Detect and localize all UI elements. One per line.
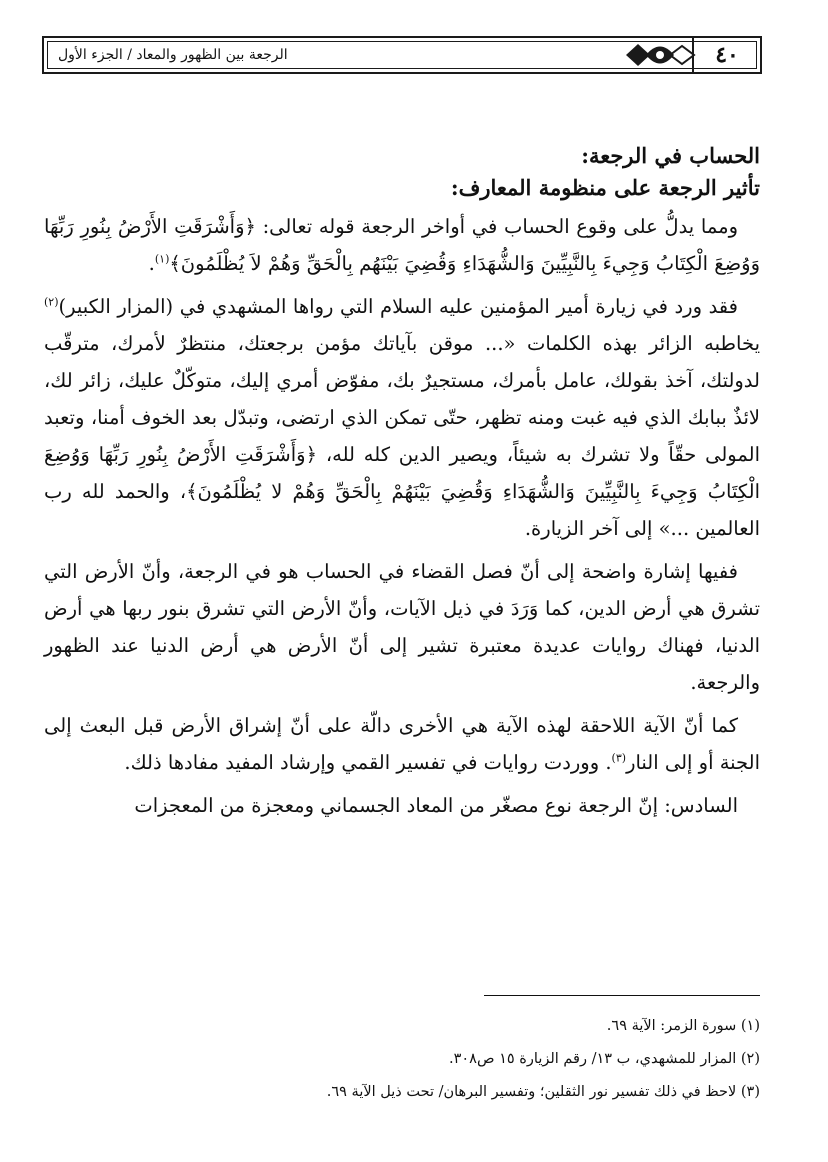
paragraph-text: فقد ورد في زيارة أمير المؤمنين عليه السلام التي رواها المشهدي في (المزار الكبير) [58, 295, 738, 318]
footnote: (٢) المزار للمشهدي، ب ١٣/ رقم الزيارة ١٥ ص٣٠٨. [448, 1051, 760, 1067]
footnotes [60, 1010, 760, 1109]
paragraph-text: . [148, 252, 155, 275]
footnote-ref: (١) [154, 252, 170, 266]
paragraph-text: ومما يدلُّ على وقوع الحساب في أواخر الرجعة قوله تعالى: ﴿وَأَشْرَقَتِ الأَرْضُ بِنُورِ رَبِّهَا وَوُضِعَ الْكِتَابُ وَجِيءَ بِالنَّبِيِّينَ وَالشُّهَدَاءِ وَقُضِيَ بَيْنَهُم بِالْحَقِّ وَهُمْ لاَ يُظْلَمُونَ﴾ [44, 215, 760, 275]
main-text [44, 140, 760, 830]
paragraph [44, 707, 760, 781]
section-heading: الحساب في الرجعة: [581, 143, 760, 168]
footnote-divider [484, 995, 760, 996]
footnote: (١) سورة الزمر: الآية ٦٩. [606, 1018, 760, 1034]
running-title: الرجعة بين الظهور والمعاد / الجزء الأول [58, 47, 288, 63]
paragraph-text: كما أنّ الآية اللاحقة لهذه الآية هي الأخرى دالّة على أنّ إشراق الأرض قبل البعث إلى الجنة أو إلى النار [44, 714, 760, 774]
footnote: (٣) لاحظ في ذلك تفسير نور الثقلين؛ وتفسير البرهان/ تحت ذيل الآية ٦٩. [326, 1084, 760, 1100]
paragraph [44, 288, 760, 547]
paragraph: ففيها إشارة واضحة إلى أنّ فصل القضاء في الحساب هو في الرجعة، وأنّ الأرض التي تشرق هي أرض الدين، كما وَرَدَ في ذيل الآيات، وأنّ الأرض التي تشرق بنور ربها هي أرض الدنيا، فهناك روايات عديدة معتبرة تشير إلى أنّ الأرض هي أرض الدنيا عند الظهور والرجعة. [44, 560, 760, 694]
page-number: ٤٠ [692, 38, 760, 72]
footnote-ref: (٣) [611, 751, 627, 765]
paragraph-text: . ووردت روايات في تفسير القمي وإرشاد المفيد مفادها ذلك. [124, 751, 612, 774]
paragraph-text: يخاطبه الزائر بهذه الكلمات «... موقن بآياتك مؤمن برجعتك، منتظرٌ لأمرك، مترقّب لدولتك، آخذ بقولك، عامل بأمرك، مستجيرٌ بك، مفوّض أمري إليك، متوكّلٌ عليك، زائر لك، لائذٌ ببابك الذي فيه غبت ومنه تظهر، حتّى تمكن الذي ارتضى، وتبدّل بعد الخوف أمنا، وتعبد المولى حقّاً ولا تشرك به شيئاً، ويصير الدين كله لله، ﴿وَأَشْرَقَتِ الأَرْضُ بِنُورِ رَبِّهَا وَوُضِعَ الْكِتَابُ وَجِيءَ بِالنَّبِيِّينَ وَالشُّهَدَاءِ وَقُضِيَ بَيْنَهُمْ بِالْحَقِّ وَهُمْ لا يُظْلَمُونَ﴾، والحمد لله رب العالمين ...» إلى آخر الزيارة. [44, 332, 760, 540]
paragraph [44, 208, 760, 282]
paragraph: السادس: إنّ الرجعة نوع مصغّر من المعاد الجسماني ومعجزة من المعجزات [134, 794, 738, 817]
footnote-ref: (٢) [44, 295, 59, 309]
section-heading: تأثير الرجعة على منظومة المعارف: [450, 175, 760, 200]
header-ornament-icon [624, 34, 696, 76]
